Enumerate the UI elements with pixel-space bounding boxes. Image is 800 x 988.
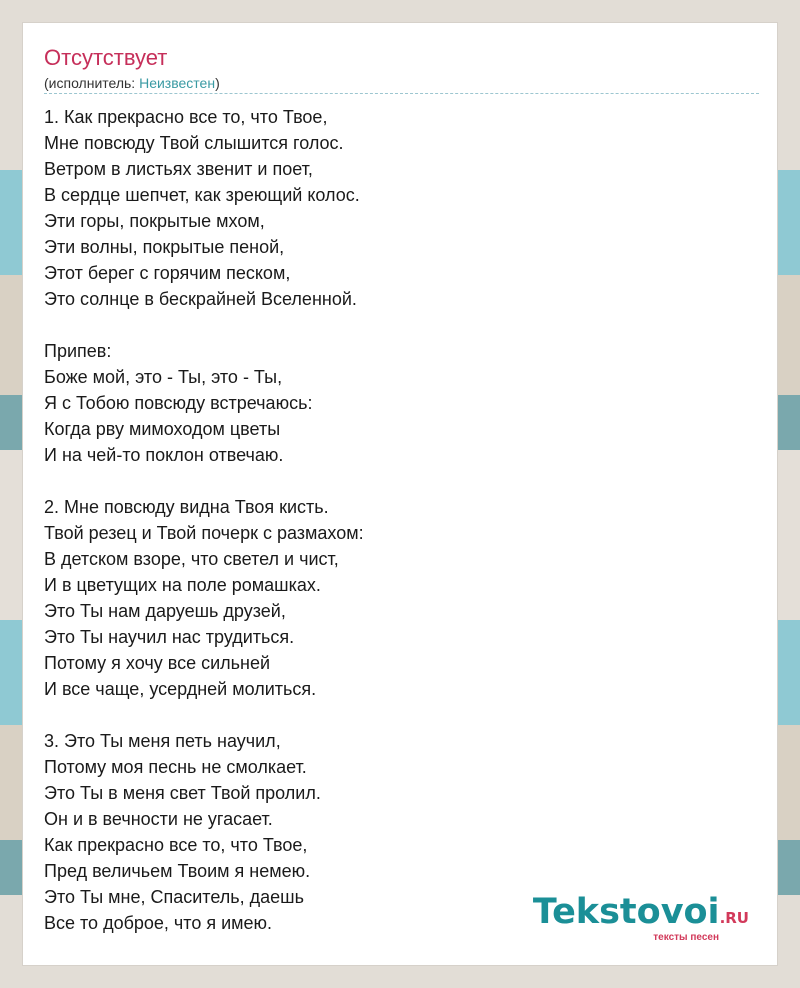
lyric-line: Потому моя песнь не смолкает. bbox=[44, 757, 307, 777]
lyric-line: Это Ты нам даруешь друзей, bbox=[44, 601, 286, 621]
artist-suffix: ) bbox=[215, 75, 220, 91]
lyric-line: Когда рву мимоходом цветы bbox=[44, 419, 281, 439]
lyric-line: И на чей-то поклон отвечаю. bbox=[44, 445, 284, 465]
stanza-2 bbox=[44, 494, 744, 702]
lyric-line: В детском взоре, что светел и чист, bbox=[44, 549, 339, 569]
lyric-line: Я с Тобою повсюду встречаюсь: bbox=[44, 393, 313, 413]
lyric-line: И в цветущих на поле ромашках. bbox=[44, 575, 321, 595]
lyric-line: Пред величьем Твоим я немею. bbox=[44, 861, 311, 881]
lyrics-body bbox=[44, 104, 744, 962]
artist-line bbox=[44, 74, 220, 92]
stanza-1 bbox=[44, 104, 744, 312]
lyric-line: 1. Как прекрасно все то, что Твое, bbox=[44, 107, 328, 127]
site-logo[interactable] bbox=[533, 894, 749, 943]
lyric-line: Это Ты мне, Спаситель, даешь bbox=[44, 887, 304, 907]
lyric-line: Эти горы, покрытые мхом, bbox=[44, 211, 265, 231]
lyric-line: Мне повсюду Твой слышится голос. bbox=[44, 133, 344, 153]
lyric-line: Это солнце в бескрайней Вселенной. bbox=[44, 289, 357, 309]
lyric-line: 3. Это Ты меня петь научил, bbox=[44, 731, 281, 751]
lyric-line: В сердце шепчет, как зреющий колос. bbox=[44, 185, 360, 205]
logo-tld: .RU bbox=[719, 909, 749, 927]
lyric-line: Это Ты научил нас трудиться. bbox=[44, 627, 295, 647]
lyric-line: Потому я хочу все сильней bbox=[44, 653, 271, 673]
lyric-line: Припев: bbox=[44, 341, 112, 361]
lyric-line: Эти волны, покрытые пеной, bbox=[44, 237, 285, 257]
chorus bbox=[44, 338, 744, 468]
artist-prefix: (исполнитель: bbox=[44, 75, 140, 91]
song-title: Отсутствует bbox=[44, 45, 168, 70]
artist-link[interactable]: Неизвестен bbox=[139, 75, 216, 91]
lyrics-card bbox=[22, 22, 778, 966]
logo-name: Tekstovoi bbox=[532, 892, 720, 932]
lyric-line: Как прекрасно все то, что Твое, bbox=[44, 835, 308, 855]
lyric-line: Этот берег с горячим песком, bbox=[44, 263, 291, 283]
lyric-line: Это Ты в меня свет Твой пролил. bbox=[44, 783, 321, 803]
logo-tagline: тексты песен bbox=[653, 932, 719, 943]
lyric-line: Ветром в листьях звенит и поет, bbox=[44, 159, 313, 179]
lyric-line: И все чаще, усердней молиться. bbox=[44, 679, 317, 699]
lyric-line: Твой резец и Твой почерк с размахом: bbox=[44, 523, 364, 543]
divider bbox=[44, 93, 759, 94]
lyric-line: 2. Мне повсюду видна Твоя кисть. bbox=[44, 497, 329, 517]
lyric-line: Он и в вечности не угасает. bbox=[44, 809, 273, 829]
lyric-line: Боже мой, это - Ты, это - Ты, bbox=[44, 367, 283, 387]
lyric-line: Все то доброе, что я имею. bbox=[44, 913, 273, 933]
logo-wordmark bbox=[533, 894, 749, 936]
